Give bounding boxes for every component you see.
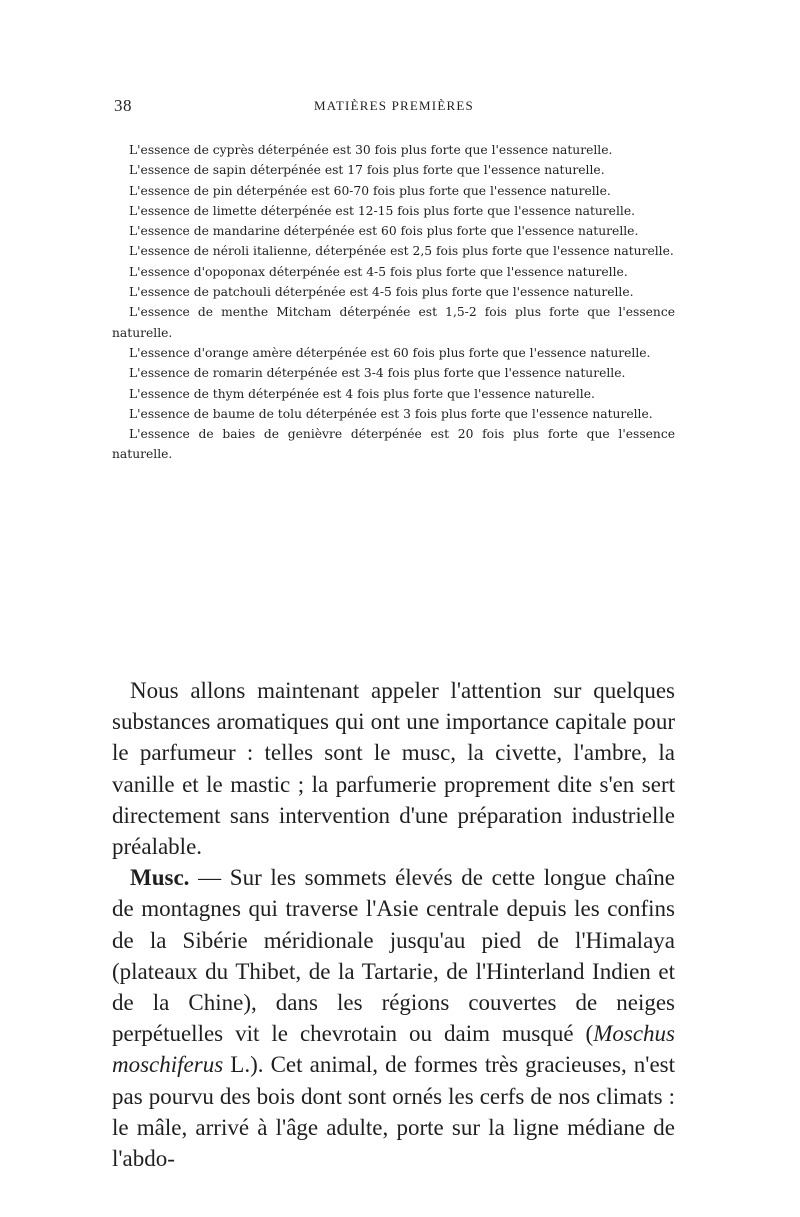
essence-entry: L'essence de néroli italienne, déterpénée est 2,5 fois plus forte que l'essence naturelle.	[129, 244, 674, 259]
essence-entry: L'essence de baies de genièvre déterpénée est 20 fois plus forte que l'essence naturelle.	[112, 427, 675, 462]
essence-entry: L'essence de menthe Mitcham déterpénée est 1,5-2 fois plus forte que l'essence naturelle.	[112, 305, 675, 340]
essence-entry: L'essence de limette déterpénée est 12-15 fois plus forte que l'essence naturelle.	[129, 203, 636, 218]
essence-entry: L'essence d'orange amère déterpénée est 60 fois plus forte que l'essence naturelle.	[129, 345, 651, 360]
running-title: MATIÈRES PREMIÈRES	[314, 98, 474, 113]
page-number: 38	[114, 96, 132, 115]
essence-entry: L'essence de pin déterpénée est 60-70 fois plus forte que l'essence naturelle.	[129, 183, 611, 198]
species-name: Moschus moschiferus	[112, 1021, 675, 1078]
body-text	[112, 675, 675, 1174]
essence-entry: L'essence de sapin déterpénée est 17 fois plus forte que l'essence naturelle.	[129, 163, 605, 178]
musc-text-part-1: — Sur les sommets élevés de cette longue chaîne de montagnes qui traverse l'Asie centrale depuis les confins de la Sibérie méridionale jusqu'au pied de l'Himalaya (plateaux du Thibet, de la Tartarie, de l'Hinterland Indien et de la Chine), dans les régions couvertes de neiges perpétuelles vit le chevrotain ou daim musqué (	[112, 865, 675, 1047]
essence-entry: L'essence de baume de tolu déterpénée est 3 fois plus forte que l'essence naturelle.	[129, 406, 653, 421]
musc-paragraph	[112, 862, 675, 1174]
intro-paragraph: Nous allons maintenant appeler l'attention sur quelques substances aromatiques qui ont une importance capitale pour le parfumeur : telles sont le musc, la civette, l'ambre, la vanille et le mastic ; la parfumerie proprement dite s'en sert directement sans intervention d'une préparation industrielle préalable.	[112, 678, 675, 860]
musc-text-part-2: L.). Cet animal, de formes très gracieuses, n'est pas pourvu des bois dont sont ornés les cerfs de nos climats : le mâle, arrivé à l'âge adulte, porte sur la ligne médiane de l'abdo-	[112, 1052, 675, 1172]
essence-entry: L'essence de patchouli déterpénée est 4-5 fois plus forte que l'essence naturelle.	[129, 285, 634, 300]
essence-entry: L'essence de mandarine déterpénée est 60 fois plus forte que l'essence naturelle.	[129, 224, 639, 239]
musc-heading: Musc.	[130, 865, 190, 891]
essence-entry: L'essence de thym déterpénée est 4 fois plus forte que l'essence naturelle.	[129, 386, 595, 401]
essence-entry: L'essence de romarin déterpénée est 3-4 fois plus forte que l'essence naturelle.	[129, 366, 626, 381]
essence-entry: L'essence d'opoponax déterpénée est 4-5 fois plus forte que l'essence naturelle.	[129, 264, 628, 279]
essence-strength-list	[112, 140, 675, 465]
running-head	[114, 96, 674, 120]
essence-entry: L'essence de cyprès déterpénée est 30 fois plus forte que l'essence naturelle.	[129, 143, 613, 157]
